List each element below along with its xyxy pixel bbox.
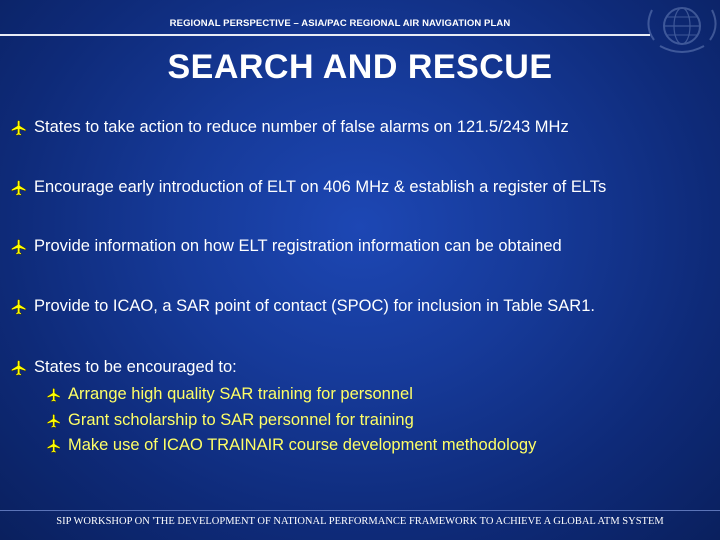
bullet-item (10, 358, 237, 377)
footer-text: SIP WORKSHOP ON 'THE DEVELOPMENT OF NATIONAL PERFORMANCE FRAMEWORK TO ACHIEVE A GLOBAL ATM SYSTEM (56, 516, 664, 527)
slide-title: SEARCH AND RESCUE (167, 48, 553, 86)
sub-bullet-text: Grant scholarship to SAR personnel for training (68, 411, 414, 429)
airplane-icon (10, 298, 28, 316)
bullet-text: States to take action to reduce number of false alarms on 121.5/243 MHz (34, 118, 569, 136)
airplane-icon (46, 387, 62, 403)
sub-bullet-item (46, 411, 414, 430)
airplane-icon (10, 238, 28, 256)
sub-bullet-item (46, 385, 413, 404)
header-text: REGIONAL PERSPECTIVE – ASIA/PAC REGIONAL AIR NAVIGATION PLAN (169, 18, 511, 29)
airplane-icon (46, 413, 62, 429)
sub-bullet-item (46, 436, 536, 455)
bullet-item (10, 237, 562, 256)
airplane-icon (10, 179, 28, 197)
bullet-text: Provide to ICAO, a SAR point of contact (SPOC) for inclusion in Table SAR1. (34, 297, 595, 315)
bullet-text: Provide information on how ELT registration information can be obtained (34, 237, 562, 255)
footer-divider (0, 510, 720, 511)
header-divider (0, 34, 650, 36)
airplane-icon (10, 119, 28, 137)
sub-bullet-text: Make use of ICAO TRAINAIR course development methodology (68, 436, 537, 454)
airplane-icon (46, 438, 62, 454)
bullet-item (10, 118, 569, 137)
bullet-item (10, 178, 606, 197)
airplane-icon (10, 359, 28, 377)
bullet-text: States to be encouraged to: (34, 358, 237, 376)
bullet-text: Encourage early introduction of ELT on 406 MHz & establish a register of ELTs (34, 178, 607, 196)
bullet-item (10, 297, 595, 316)
sub-bullet-text: Arrange high quality SAR training for personnel (68, 385, 413, 403)
